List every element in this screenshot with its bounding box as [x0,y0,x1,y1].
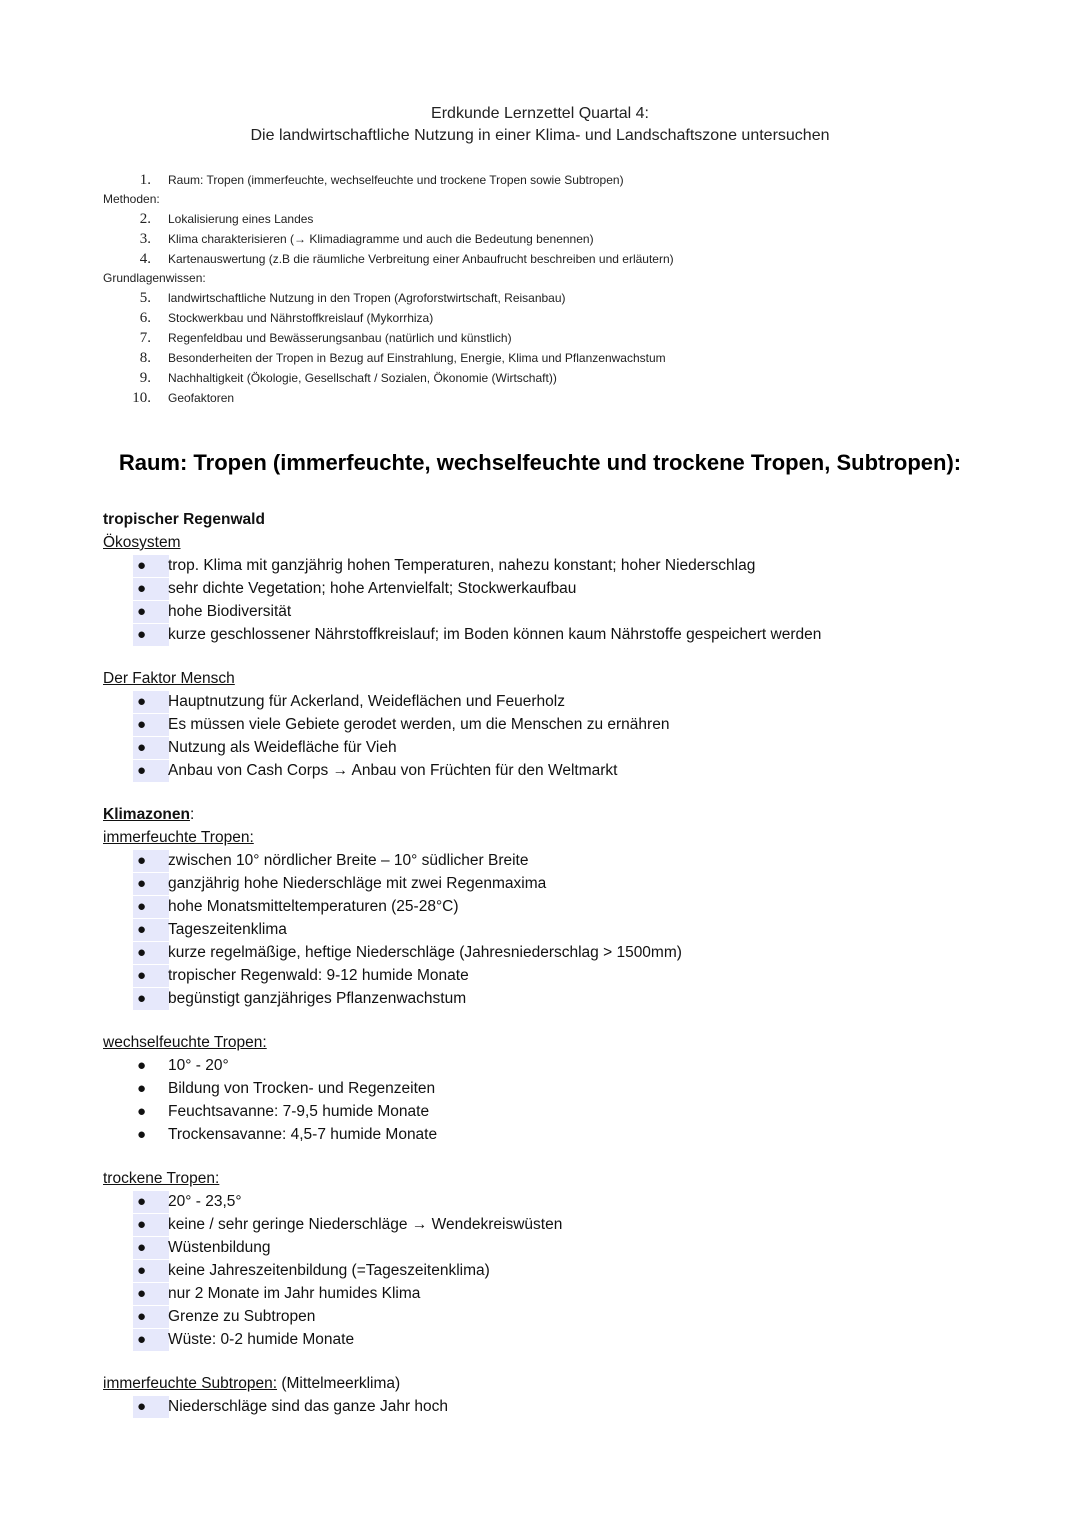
bullet-icon: ● [137,716,147,733]
list-item [103,872,1003,895]
bullet-icon: ● [137,1103,147,1120]
toc-item: 2. Lokalisierung eines Landes [139,211,314,227]
list-item-text: 20° - 23,5° [168,1193,242,1210]
bullet-icon: ● [137,967,147,984]
bullet-icon: ● [137,921,147,938]
bullet-icon: ● [137,852,147,869]
list-item-text: trop. Klima mit ganzjährig hohen Temperaturen, nahezu konstant; hoher Niederschlag [168,557,756,574]
list-item [103,690,1003,713]
bullet-icon: ● [137,762,147,779]
list-item [103,1123,1003,1146]
bullet-icon: ● [137,1308,147,1325]
list-item-text: Wüste: 0-2 humide Monate [168,1331,355,1348]
list-item-text: 10° - 20° [168,1057,229,1074]
trocken-list [103,1190,1003,1351]
list-item [103,1077,1003,1100]
list-item [103,1328,1003,1351]
list-item [103,600,1003,623]
list-item [103,1054,1003,1077]
toc-item: 10. Geofaktoren [132,390,235,406]
list-item [103,1190,1003,1213]
document-subtitle: Die landwirtschaftliche Nutzung in einer Klima- und Landschaftszone untersuchen [250,127,830,144]
bullet-icon: ● [137,1080,147,1097]
toc-section-label: Grundlagenwissen: [103,271,206,285]
list-item-text: Tageszeitenklima [168,921,287,938]
list-item [103,1305,1003,1328]
list-item [103,1395,1003,1418]
oekosystem-label: Ökosystem [103,534,181,551]
list-item-text: nur 2 Monate im Jahr humides Klima [168,1285,421,1302]
list-item [103,941,1003,964]
bullet-icon: ● [137,693,147,710]
bullet-icon: ● [137,557,147,574]
bullet-icon: ● [137,1398,147,1415]
toc-section-label: Methoden: [103,192,160,206]
list-item-text: Feuchtsavanne: 7-9,5 humide Monate [168,1103,430,1120]
list-item [103,554,1003,577]
table-of-contents [103,170,1003,408]
subtropen-label: immerfeuchte Subtropen: (Mittelmeerklima) [103,1375,401,1392]
list-item-text: tropischer Regenwald: 9-12 humide Monate [168,967,469,984]
list-item-text: keine Jahreszeitenbildung (=Tageszeitenklima) [168,1262,490,1279]
immerfeucht-label: immerfeuchte Tropen: [103,829,254,846]
list-item [103,1236,1003,1259]
toc-item: 9. Nachhaltigkeit (Ökologie, Gesellschaft / Sozialen, Ökonomie (Wirtschaft)) [139,370,557,386]
list-item [103,713,1003,736]
list-item [103,1100,1003,1123]
mensch-label: Der Faktor Mensch [103,670,235,687]
subtropen-list [103,1395,1003,1418]
list-item [103,849,1003,872]
list-item-text: Wüstenbildung [168,1239,271,1256]
bullet-icon: ● [137,1331,147,1348]
list-item [103,1213,1003,1236]
toc-item: 1. Raum: Tropen (immerfeuchte, wechselfeuchte und trockene Tropen sowie Subtropen) [139,172,624,188]
notes-content [103,508,1003,1418]
list-item-text: hohe Monatsmitteltemperaturen (25-28°C) [168,898,459,915]
regenwald-title: tropischer Regenwald [103,511,265,528]
bullet-icon: ● [137,1216,147,1233]
list-item-text: keine / sehr geringe Niederschläge → Wendekreiswüsten [168,1216,563,1233]
list-item-text: Anbau von Cash Corps → Anbau von Früchten für den Weltmarkt [168,762,618,779]
bullet-icon: ● [137,1126,147,1143]
list-item-text: begünstigt ganzjähriges Pflanzenwachstum [168,990,467,1007]
document-title: Erdkunde Lernzettel Quartal 4: [431,105,649,122]
list-item [103,623,1003,646]
list-item-text: Trockensavanne: 4,5-7 humide Monate [168,1126,438,1143]
list-item [103,736,1003,759]
mensch-list [103,690,1003,782]
oekosystem-list [103,554,1003,646]
list-item-text: Bildung von Trocken- und Regenzeiten [168,1080,436,1097]
bullet-icon: ● [137,990,147,1007]
list-item-text: sehr dichte Vegetation; hohe Artenvielfalt; Stockwerkaufbau [168,580,577,597]
bullet-icon: ● [137,1057,147,1074]
list-item-text: Es müssen viele Gebiete gerodet werden, um die Menschen zu ernähren [168,716,670,733]
list-item [103,577,1003,600]
toc-item: 8. Besonderheiten der Tropen in Bezug auf Einstrahlung, Energie, Klima und Pflanzenwachstum [139,350,666,366]
bullet-icon: ● [137,1193,147,1210]
list-item-text: zwischen 10° nördlicher Breite – 10° südlicher Breite [168,852,529,869]
list-item-text: ganzjährig hohe Niederschläge mit zwei Regenmaxima [168,875,547,892]
bullet-icon: ● [137,1285,147,1302]
bullet-icon: ● [137,898,147,915]
list-item [103,918,1003,941]
bullet-icon: ● [137,944,147,961]
bullet-icon: ● [137,603,147,620]
toc-item: 5. landwirtschaftliche Nutzung in den Tropen (Agroforstwirtschaft, Reisanbau) [139,290,566,306]
list-item-text: Niederschläge sind das ganze Jahr hoch [168,1398,449,1415]
immerfeucht-list [103,849,1003,1010]
list-item-text: kurze regelmäßige, heftige Niederschläge (Jahresniederschlag > 1500mm) [168,944,682,961]
list-item [103,895,1003,918]
wechselfeucht-list [103,1054,1003,1146]
list-item-text: hohe Biodiversität [168,603,292,620]
list-item-text: Nutzung als Weidefläche für Vieh [168,739,397,756]
bullet-icon: ● [137,1239,147,1256]
toc-item: 6. Stockwerkbau und Nährstoffkreislauf (Mykorrhiza) [139,310,434,326]
toc-item: 7. Regenfeldbau und Bewässerungsanbau (natürlich und künstlich) [139,330,512,346]
trocken-label: trockene Tropen: [103,1170,220,1187]
wechselfeucht-label: wechselfeuchte Tropen: [103,1034,267,1051]
list-item-text: Grenze zu Subtropen [168,1308,316,1325]
list-item [103,1282,1003,1305]
section-heading: Raum: Tropen (immerfeuchte, wechselfeuchte und trockene Tropen, Subtropen): [118,450,962,475]
klimazonen-label: Klimazonen: [103,806,195,823]
list-item [103,759,1003,782]
bullet-icon: ● [137,1262,147,1279]
list-item [103,1259,1003,1282]
list-item [103,987,1003,1010]
list-item-text: kurze geschlossener Nährstoffkreislauf; im Boden können kaum Nährstoffe gespeichert werden [168,626,822,643]
bullet-icon: ● [137,626,147,643]
bullet-icon: ● [137,875,147,892]
bullet-icon: ● [137,580,147,597]
list-item-text: Hauptnutzung für Ackerland, Weideflächen und Feuerholz [168,693,565,710]
bullet-icon: ● [137,739,147,756]
toc-item: 4. Kartenauswertung (z.B die räumliche Verbreitung einer Anbaufrucht beschreiben und erläutern) [139,251,674,267]
list-item [103,964,1003,987]
toc-item: 3. Klima charakterisieren (→ Klimadiagramme und auch die Bedeutung benennen) [139,231,594,247]
